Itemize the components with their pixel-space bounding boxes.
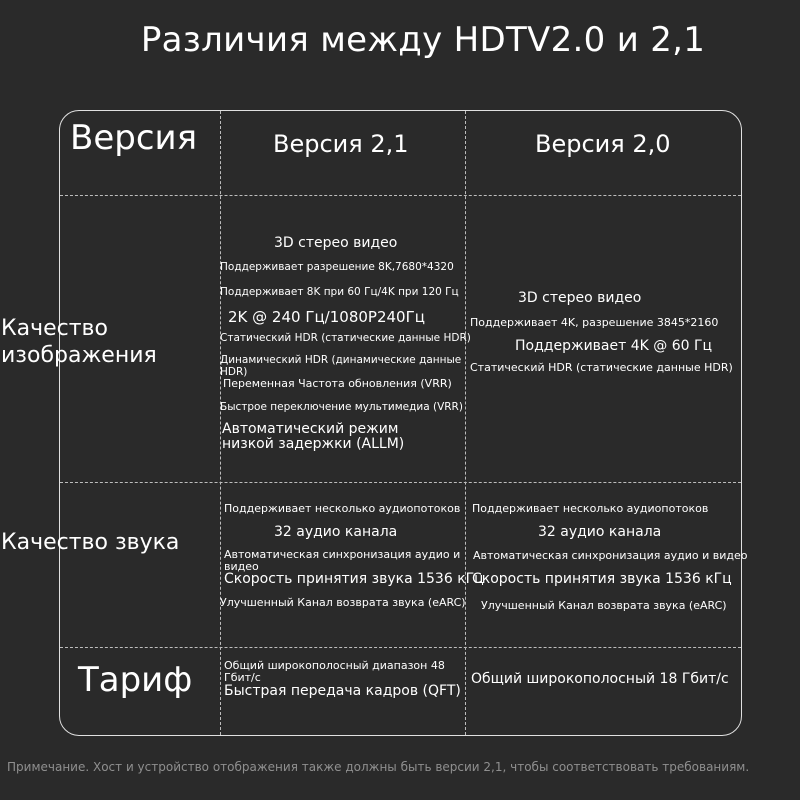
v20-image-feature: 3D стерео видео bbox=[518, 290, 642, 306]
v21-image-feature: 2K @ 240 Гц/1080P240Гц bbox=[228, 308, 425, 326]
header-v20: Версия 2,0 bbox=[535, 130, 671, 158]
v21-sound-feature: Автоматическая синхронизация аудио и видео bbox=[224, 548, 461, 573]
row-divider bbox=[60, 647, 741, 648]
v20-image-feature: Статический HDR (статические данные HDR) bbox=[470, 361, 733, 374]
v21-sound-feature: Улучшенный Канал возврата звука (eARC) bbox=[220, 596, 466, 609]
row-label-image-quality: Качество bbox=[1, 316, 108, 341]
v20-sound-feature: Скорость принятия звука 1536 кГц bbox=[472, 571, 732, 587]
v20-image-feature: Поддерживает 4K, разрешение 3845*2160 bbox=[470, 316, 719, 329]
v20-sound-feature: Поддерживает несколько аудиопотоков bbox=[472, 502, 709, 515]
v21-image-feature: 3D стерео видео bbox=[274, 235, 398, 251]
row-divider bbox=[60, 195, 741, 196]
v21-image-feature: Поддерживает 8K при 60 Гц/4K при 120 Гц bbox=[220, 286, 459, 298]
column-divider bbox=[465, 111, 466, 735]
row-label-sound-quality: Качество звука bbox=[1, 530, 180, 555]
v21-sound-feature: Поддерживает несколько аудиопотоков bbox=[224, 502, 461, 515]
v21-image-feature: Переменная Частота обновления (VRR) bbox=[223, 377, 452, 390]
column-divider bbox=[220, 111, 221, 735]
page-title: Различия между HDTV2.0 и 2,1 bbox=[140, 20, 706, 60]
v21-tariff-feature: Общий широкополосный диапазон 48 Гбит/с bbox=[224, 659, 445, 684]
v21-sound-feature: 32 аудио канала bbox=[274, 524, 398, 540]
header-v21: Версия 2,1 bbox=[273, 130, 409, 158]
v21-image-feature: Быстрое переключение мультимедиа (VRR) bbox=[220, 401, 463, 413]
v21-image-feature: Поддерживает разрешение 8K,7680*4320 bbox=[220, 261, 454, 273]
v21-image-feature: Динамический HDR (динамические данные HDR) bbox=[220, 354, 462, 378]
row-label-tariff: Тариф bbox=[78, 660, 193, 700]
row-divider bbox=[60, 482, 741, 483]
v20-sound-feature: Автоматическая синхронизация аудио и видео bbox=[473, 549, 748, 562]
header-version-label: Версия bbox=[70, 118, 198, 158]
v20-tariff-feature: Общий широкополосный 18 Гбит/с bbox=[471, 671, 729, 687]
v21-sound-feature: Скорость принятия звука 1536 кГц bbox=[224, 571, 484, 587]
v21-image-feature: Автоматический режим низкой задержки (ALLM) bbox=[222, 421, 405, 452]
v20-sound-feature: Улучшенный Канал возврата звука (eARC) bbox=[481, 599, 727, 612]
v20-image-feature: Поддерживает 4K @ 60 Гц bbox=[515, 338, 713, 354]
v20-sound-feature: 32 аудио канала bbox=[538, 524, 662, 540]
row-label-image-quality: изображения bbox=[1, 343, 157, 368]
v21-tariff-feature: Быстрая передача кадров (QFT) bbox=[224, 683, 461, 699]
v21-image-feature: Статический HDR (статические данные HDR) bbox=[220, 332, 471, 344]
footnote: Примечание. Хост и устройство отображения также должны быть версии 2,1, чтобы соответствовать требованиям. bbox=[7, 760, 750, 774]
